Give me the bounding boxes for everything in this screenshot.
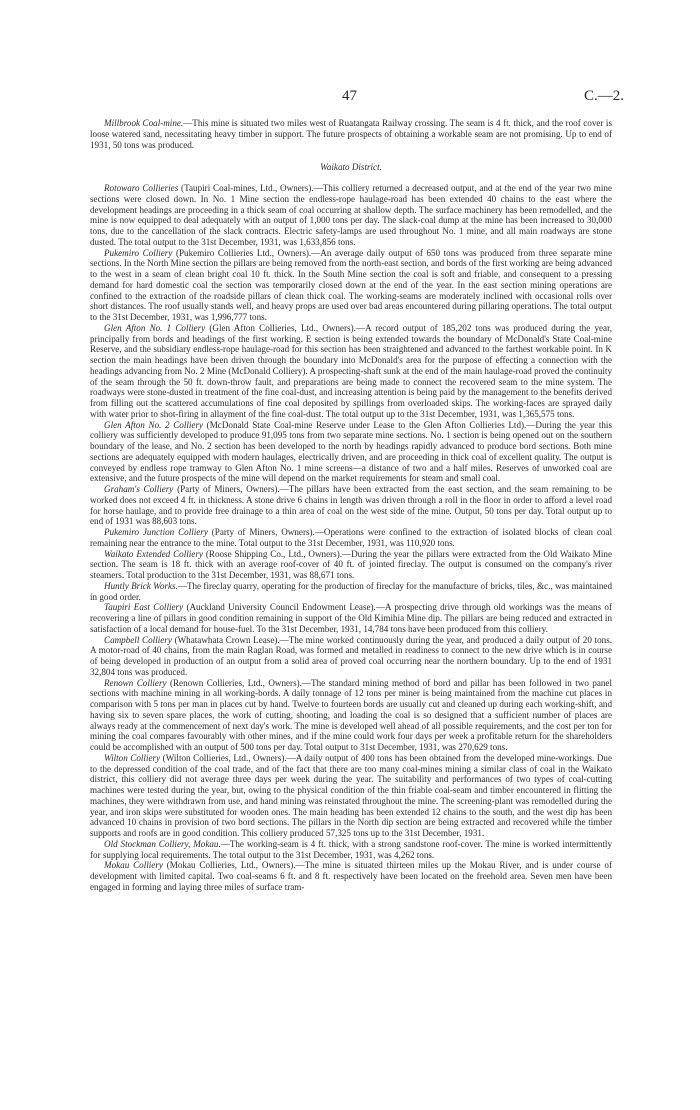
colliery-name: Taupiri East Colliery: [104, 602, 184, 613]
paragraph-text: (Renown Collieries, Ltd., Owners).—The standard mining method of bord and pillar has been followed in two panel sections with machine mining in all working-bords. A daily tonnage of 12 tons per miner is being maintained from the machine cut places in comparison with 5 tons per man in places cut by hand. Twelve to fourteen bords are usually cut and cleaned up during each working-shift, and having six to seven spare places, the work of cutting, shooting, and loading the coal is so designed that a sufficient number of places are always ready at the commencement of next day's work. The mine is developed well ahead of all possible requirements, and the cost per ton for mining the coal compares favourably with other mines, and if the mine could work four days per week a profitable return for the shareholders could be accomplished with an output of 500 tons per day. Total output to 31st December, 1931, was 270,629 tons.: [90, 677, 612, 752]
paragraph-pukemiro-junction: [90, 527, 612, 549]
paragraph-mokau: [90, 860, 612, 892]
page-number: 47: [342, 88, 357, 104]
colliery-name: Glen Afton No. 2 Colliery: [104, 419, 204, 430]
report-body: [90, 118, 612, 893]
colliery-name: Pukemiro Colliery: [104, 247, 173, 258]
colliery-name: Old Stockman Colliery, Mokau.: [104, 838, 221, 849]
paragraph-text: (McDonald State Coal-mine Reserve under Lease to the Glen Afton Collieries Ltd).—During the year this colliery was sufficiently developed to produce 91,095 tons from two separate mine sections. No. 1 section is being opened out on the southern boundary of the lease, and No. 2 section has been developed to the north by headings rapidly advanced to produce bord sections. Both mine sections are adequately equipped with modern haulages, electrically driven, and are proceeding in thick coal of excellent quality. The output is conveyed by endless rope tramway to Glen Afton No. 1 mine screens—a distance of two and a half miles. Reserves of unworked coal are extensive, and the future prospects of the mine will depend on the market requirements for steam and small coal.: [90, 419, 612, 484]
paragraph-text: (Taupiri Coal-mines, Ltd., Owners).—This colliery returned a decreased output, and at the end of the year two mine sections were closed down. In No. 1 Mine section the endless-rope haulage-road has been extended 40 chains to the east where the development headings are proceeding in a thick seam of coal occurring at shallow depth. The surface machinery has been remodelled, and the mine is now equipped to deal adequately with an output of 1,000 tons per day. The slack-coal dump at the mine has been increased to 30,000 tons, due to the cancellation of the slack contracts. Electric safety-lamps are used throughout No. 1 mine, and all main roadways are stone dusted. The total output to the 31st December, 1931, was 1,633,856 tons.: [90, 183, 612, 247]
paragraph-waikato-extended: [90, 549, 612, 581]
colliery-name: Huntly Brick Works.: [104, 580, 178, 591]
paragraph-renown: [90, 678, 612, 753]
paragraph-millbrook: [90, 118, 612, 150]
colliery-name: Wilton Colliery: [104, 752, 161, 763]
paragraph-text: (Party of Miners, Owners).—The pillars have been extracted from the east section, and the seam remaining to be worked does not exceed 4 ft. in thickness. A stone drive 6 chains in length was driven through a roll in the floor in order to afford a level road for horse haulage, and to provide free drainage to a thin area of coal on the west side of the mine. Output, 50 tons per day. Total output up to end of 1931 was 88,603 tons.: [90, 484, 612, 527]
paragraph-text: —The fireclay quarry, operating for the production of fireclay for the manufacture of bricks, tiles, &c., was maintained in good order.: [90, 580, 612, 602]
colliery-name: Glen Afton No. 1 Colliery: [104, 322, 206, 333]
document-reference: C.—2.: [584, 88, 625, 104]
page-header: [0, 88, 700, 110]
colliery-name: Campbell Colliery: [104, 634, 172, 645]
paragraph-text: —This mine is situated two miles west of Ruatangata Railway crossing. The seam is 4 ft. thick, and the roof cover is loose watered sand, necessitating heavy timber in support. The future prospects of obtaining a workable seam are not promising. Up to end of 1931, 50 tons was produced.: [90, 118, 612, 150]
section-heading: Waikato District.: [320, 162, 382, 173]
paragraph-text: (Whatawhata Crown Lease).—The mine worked continuously during the year, and produced a daily output of 20 tons. A motor-road of 40 chains, from the main Raglan Road, was formed and metalled in readiness to connect to the new drive which is in course of being developed in production of an output from a solid area of proved coal occurring near the northern boundary. Up to the end of 1931 32,804 tons was produced.: [90, 634, 613, 677]
paragraph-text: (Party of Miners, Owners).—Operations were confined to the extraction of isolated blocks of clean coal remaining near the entrance to the mine. Total output to the 31st December, 1931, was 110,920 tons.: [90, 527, 612, 548]
paragraph-old-stockman: [90, 839, 612, 861]
paragraph-text: (Mokau Collieries, Ltd., Owners).—The mine is situated thirteen miles up the Mokau River, and is under course of development with limited capital. Two coal-seams 6 ft. and 8 ft. respectively have been located on the freehold area. Seven men have been engaged in forming and laying three miles of surface tram-: [90, 860, 612, 892]
colliery-name: Millbrook Coal-mine.: [104, 118, 184, 128]
paragraph-text: —The working-seam is 4 ft. thick, with a strong sandstone roof-cover. The mine is worked intermittently for supplying local requirements. The total output to the 31st December, 1931, was 4,262 tons.: [90, 838, 612, 860]
paragraph-text: (Glen Afton Collieries, Ltd., Owners).—A record output of 185,202 tons was produced during the year, principally from bords and headings of the first working. E section is being extended towards the boundary of McDonald's State Coal-mine Reserve, and the subsidiary endless-rope haulage-road for this section has been straightened and advanced to the farthest workable point. In K section the main headings have been driven through the boundary into McDonald's area for the purpose of effecting a connection with the headings advancing from No. 2 Mine (McDonald Colliery). A prospecting-shaft sunk at the end of the main haulage-road proved the continuity of the seam through the 50 ft. down-throw fault, and preparations are being made to connect the recovered seam to the mine system. The roadways were stone-dusted in treatment of the fine coal-dust, and increasing attention is being paid by the management to the benefits derived from filling out the scattered accumulations of fine coal deposited by spillings from overloaded skips. The working-faces are sprayed daily with water prior to shot-firing in allayment of the fine coal-dust. The total output up to the 31st December, 1931, was 1,365,575 tons.: [90, 322, 613, 419]
colliery-name: Mokau Colliery: [104, 860, 163, 871]
paragraph-text: (Pukemiro Collieries Ltd., Owners).—An average daily output of 650 tons was produced from three separate mine sections. In the North Mine section the pillars are being removed from the north-east section, and bords of the first working are being advanced to the west in a seam of clean bright coal 10 ft. thick. In the South Mine section the coal is soft and friable, and consequent to a pressing demand for hard domestic coal the section was temporarily closed down at the end of the year. In the east section mining operations are confined to the extraction of the roadside pillars of clean thick coal. The working-seams are moderately inclined with occasional rolls over short distances. The roof usually stands well, and heavy props are used over bad areas encountered during pillaring operations. The total output to the 31st December, 1931, was 1,996,777 tons.: [90, 247, 612, 322]
colliery-name: Renown Colliery: [104, 677, 167, 688]
colliery-name: Graham's Colliery: [104, 484, 174, 494]
colliery-name: Waikato Extended Colliery: [104, 548, 203, 559]
paragraph-pukemiro: [90, 248, 612, 323]
paragraph-huntly-brick: [90, 581, 612, 603]
paragraph-glen-afton-2: [90, 420, 612, 485]
paragraph-grahams: [90, 484, 612, 527]
colliery-name: Rotowaro Collieries: [104, 183, 179, 193]
paragraph-rotowaro: [90, 183, 612, 248]
paragraph-taupiri-east: [90, 602, 612, 634]
paragraph-campbell: [90, 635, 612, 678]
paragraph-text: (Roose Shipping Co., Ltd., Owners).—During the year the pillars were extracted from the Old Waikato Mine section. The seam is 18 ft. thick with an average roof-cover of 40 ft. of jointed fireclay. The output is consumed on the company's river steamers. Total production to the 31st December, 1931, was 88,671 tons.: [90, 548, 612, 580]
paragraph-text: (Wilton Collieries, Ltd., Owners).—A daily output of 400 tons has been obtained from the developed mine-workings. Due to the depressed condition of the coal trade, and of the fact that there are too many coal-mines mining a similar class of coal in the Waikato district, this colliery did not average three days per week during the year. The suitability and performances of two types of coal-cutting machines were tested during the year, but, owing to the physical condition of the thin friable coal-seam and timber encountered in flitting the machines, they were withdrawn from use, and hand mining was reinstated throughout the mine. The screening-plant was remodelled during the year, and iron skips were substituted for wooden ones. The main heading has been extended 12 chains to the south, and the west dip has been advanced 10 chains in provision of two bord sections. The pillars in the North dip section are being extracted and recovered while the timber supports and roofs are in good condition. This colliery produced 57,325 tons up to the 31st December, 1931.: [90, 752, 612, 838]
colliery-name: Pukemiro Junction Colliery: [104, 527, 208, 537]
paragraph-text: (Auckland University Council Endowment Lease).—A prospecting drive through old workings was the means of recovering a line of pillars in good condition remaining in support of the Old Kimihia Mine dip. The pillars are being reduced and extracted in satisfaction of a local demand for house-fuel. To the 31st December, 1931, 14,784 tons have been produced from this colliery.: [90, 602, 612, 634]
paragraph-glen-afton-1: [90, 323, 612, 420]
paragraph-wilton: [90, 753, 612, 839]
